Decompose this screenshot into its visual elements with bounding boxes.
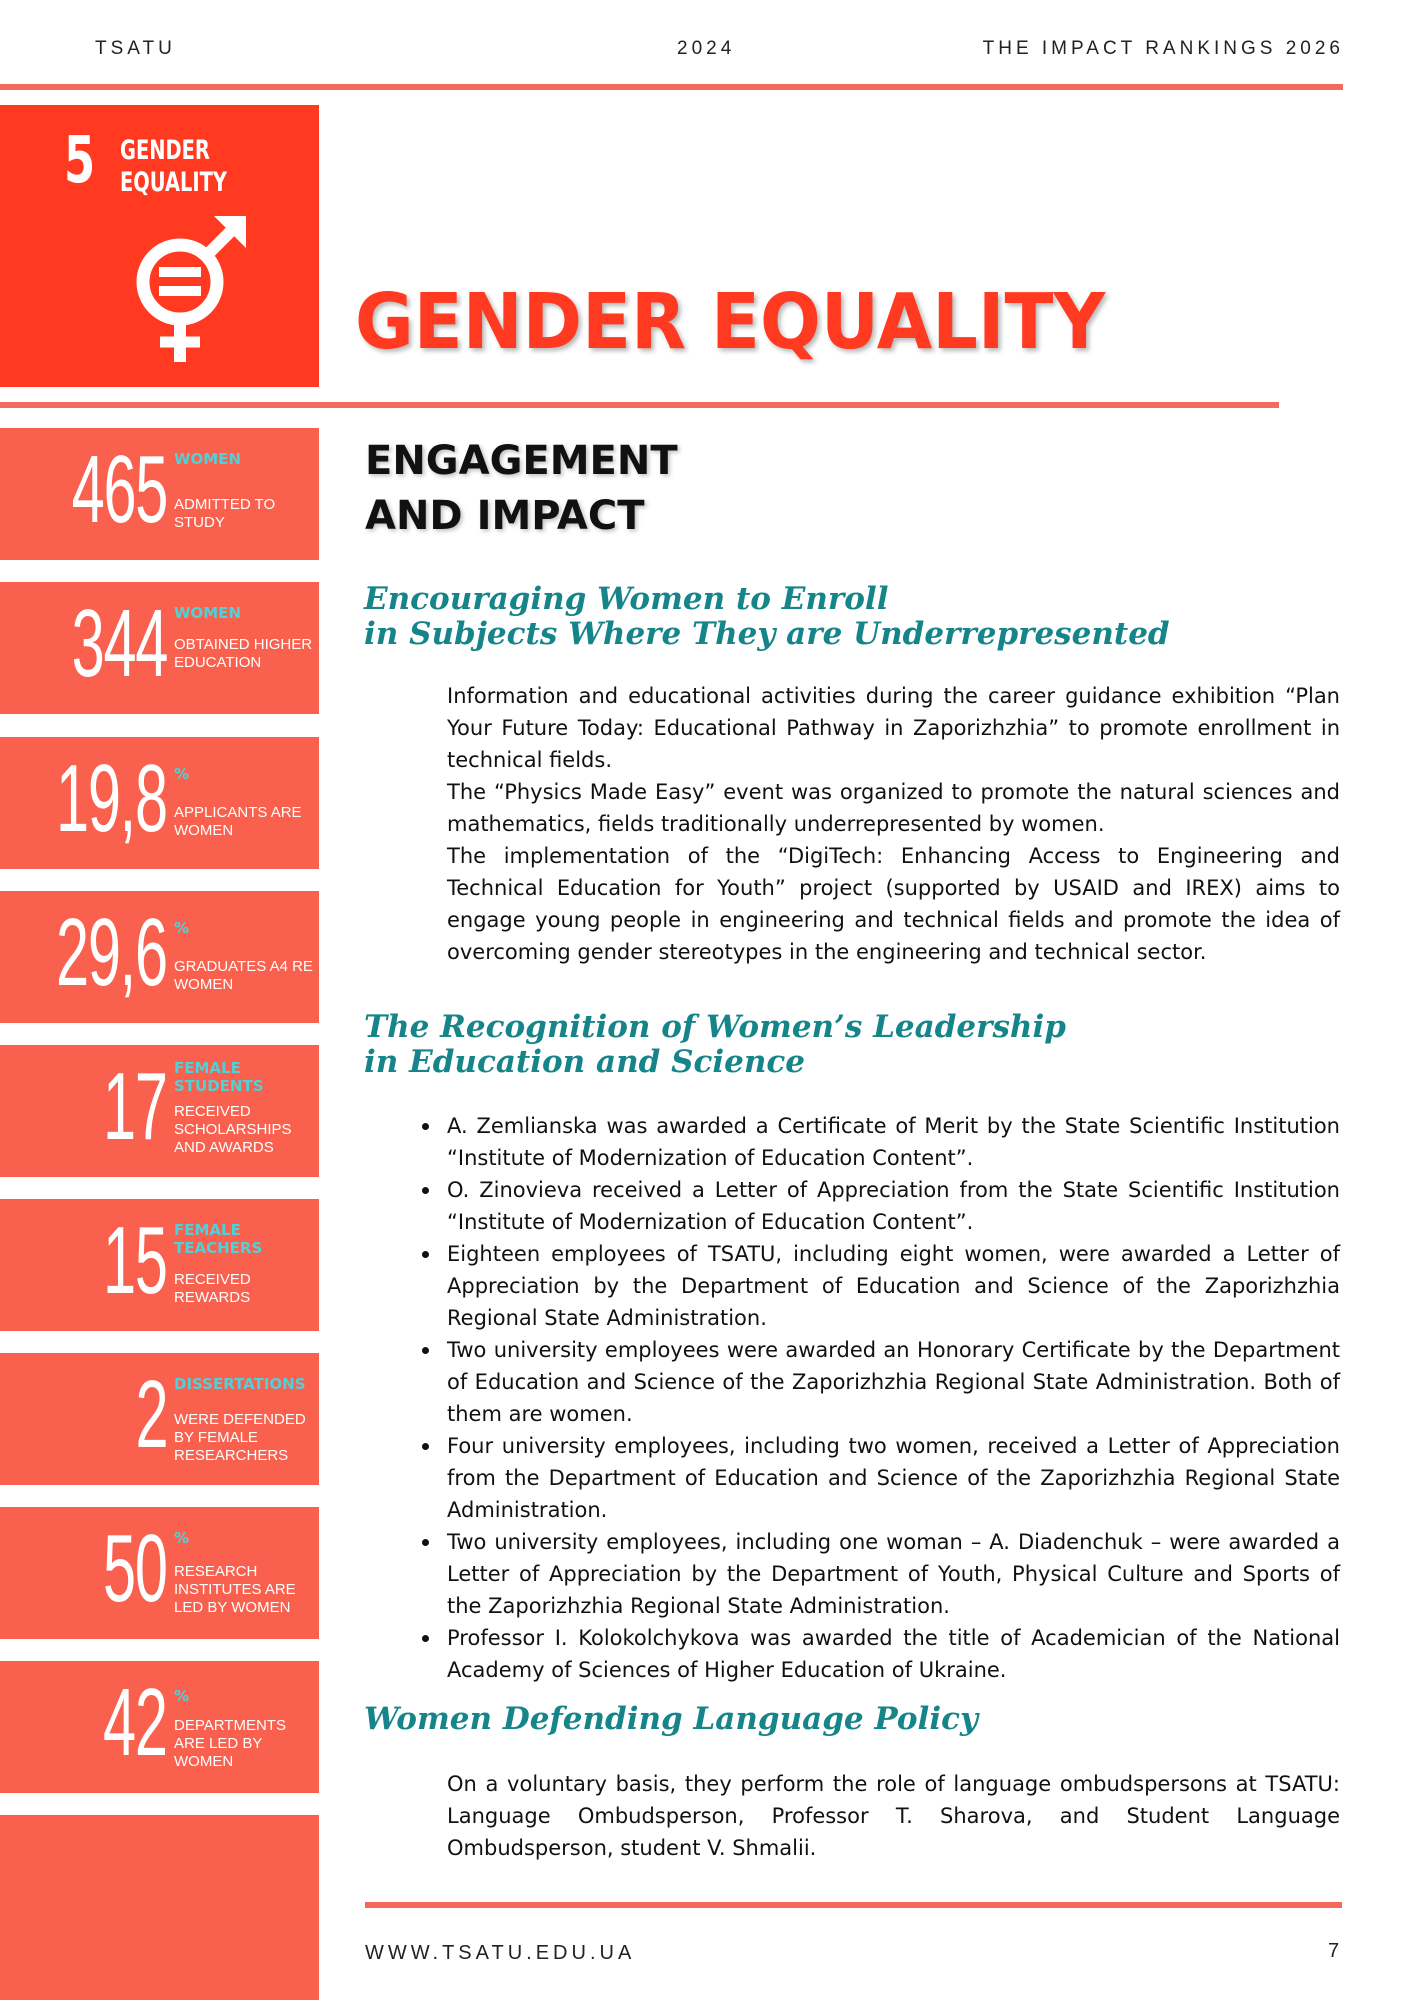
stat-value: 42	[103, 1669, 167, 1776]
stat-card	[0, 428, 319, 560]
sdg-number: 5	[64, 124, 96, 198]
list-item: O. Zinovieva received a Letter of Appreciation from the State Scientific Institution “Institute of Modernization of Education Content”.	[447, 1174, 1340, 1238]
heading-womens-leadership	[364, 1010, 1066, 1080]
page-number: 7	[1328, 1940, 1340, 1962]
stat-label: RECEIVED SCHOLARSHIPS AND AWARDS	[174, 1103, 292, 1156]
stat-label-accent: %	[174, 919, 190, 937]
title-divider	[0, 402, 1279, 408]
paragraph: The implementation of the “DigiTech: Enhancing Access to Engineering and Technical Education for Youth” project (supported by USAID and IREX) aims to engage young people in engineering and technical fields and promote the idea of overcoming gender stereotypes in the engineering and technical sector.	[447, 844, 1340, 964]
stat-label-accent: FEMALE STUDENTS	[174, 1059, 264, 1095]
stat-label-accent: DISSERTATIONS	[174, 1375, 306, 1393]
stat-value: 19,8	[56, 745, 167, 852]
section-title-line2: AND IMPACT	[365, 493, 645, 539]
stat-label: APPLICANTS ARE WOMEN	[174, 804, 302, 839]
sdg-label	[120, 135, 227, 199]
enroll-body	[447, 680, 1340, 968]
list-item: Four university employees, including two women, received a Letter of Appreciation from the Department of Education and Science of the Zaporizhzhia Regional State Administration.	[447, 1430, 1340, 1526]
stat-value: 50	[103, 1515, 167, 1622]
language-body	[447, 1768, 1340, 1864]
paragraph: On a voluntary basis, they perform the role of language ombudspersons at TSATU: Language Ombudsperson, Professor T. Sharova, and Student Language Ombudsperson, student V. Shmalii.	[447, 1772, 1340, 1860]
stat-label: RESEARCH INSTITUTES ARE LED BY WOMEN	[174, 1563, 296, 1616]
sdg-label-line1: GENDER	[120, 135, 210, 166]
stat-value: 344	[71, 590, 167, 697]
page-title: GENDER EQUALITY	[355, 278, 1106, 367]
stat-value: 29,6	[56, 899, 167, 1006]
header-year: 2024	[677, 38, 736, 59]
heading-line2: in Subjects Where They are Underrepresented	[364, 616, 1170, 652]
stat-value: 17	[103, 1053, 167, 1160]
sdg-5-tile	[0, 105, 319, 387]
heading-language-policy: Women Defending Language Policy	[364, 1701, 978, 1737]
list-item: A. Zemlianska was awarded a Certificate of Merit by the State Scientific Institution “Institute of Modernization of Education Content”.	[447, 1110, 1340, 1174]
footer-divider	[365, 1902, 1342, 1908]
stat-card	[0, 1661, 319, 1793]
stat-label: GRADUATES A4 RE WOMEN	[174, 958, 313, 993]
stat-label-accent: %	[174, 1687, 190, 1705]
section-title-line1: ENGAGEMENT	[365, 438, 678, 484]
heading-line2: in Education and Science	[364, 1044, 806, 1080]
stat-label-accent: WOMEN	[174, 450, 242, 468]
heading-line1: The Recognition of Women’s Leadership	[364, 1009, 1066, 1045]
header-org: TSATU	[95, 38, 176, 59]
heading-line1: Encouraging Women to Enroll	[364, 581, 889, 617]
paragraph: The “Physics Made Easy” event was organized to promote the natural sciences and mathematics, fields traditionally underrepresented by women.	[447, 780, 1340, 836]
sidebar-filler	[0, 1815, 319, 2000]
gender-equality-icon	[130, 212, 250, 372]
stat-card	[0, 737, 319, 869]
stat-card	[0, 891, 319, 1023]
header-report-title: THE IMPACT RANKINGS 2026	[982, 38, 1344, 59]
stat-label-accent: %	[174, 765, 190, 783]
paragraph: Information and educational activities during the career guidance exhibition “Plan Your Future Today: Educational Pathway in Zaporizhzhia” to promote enrollment in technical fields.	[447, 684, 1340, 772]
stat-card	[0, 1045, 319, 1177]
list-item: Professor I. Kolokolchykova was awarded the title of Academician of the National Academy of Sciences of Higher Education of Ukraine.	[447, 1622, 1340, 1686]
stat-card	[0, 1353, 319, 1485]
stat-label: RECEIVED REWARDS	[174, 1271, 251, 1306]
stat-value: 2	[135, 1361, 167, 1468]
leadership-list	[447, 1110, 1340, 1686]
stat-label-accent: FEMALE TEACHERS	[174, 1221, 263, 1257]
stat-label: ADMITTED TO STUDY	[174, 496, 276, 531]
stat-label: DEPARTMENTS ARE LED BY WOMEN	[174, 1717, 286, 1770]
list-item: Two university employees were awarded an Honorary Certificate by the Department of Education and Science of the Zaporizhzhia Regional State Administration. Both of them are women.	[447, 1334, 1340, 1430]
list-item: Two university employees, including one woman – A. Diadenchuk – were awarded a Letter of Appreciation by the Department of Youth, Physical Culture and Sports of the Zaporizhzhia Regional State Administration.	[447, 1526, 1340, 1622]
stat-label: WERE DEFENDED BY FEMALE RESEARCHERS	[174, 1411, 306, 1464]
heading-encouraging-women	[364, 582, 1170, 652]
footer-url[interactable]: WWW.TSATU.EDU.UA	[365, 1942, 636, 1964]
stat-value: 465	[71, 436, 167, 543]
section-title	[365, 434, 678, 544]
stat-label-accent: %	[174, 1529, 190, 1547]
stat-card	[0, 1507, 319, 1639]
stat-label: OBTAINED HIGHER EDUCATION	[174, 636, 313, 671]
stat-card	[0, 1199, 319, 1331]
sdg-label-line2: EQUALITY	[120, 167, 227, 198]
header-divider	[0, 84, 1343, 90]
stat-card	[0, 582, 319, 714]
list-item: Eighteen employees of TSATU, including eight women, were awarded a Letter of Appreciation by the Department of Education and Science of the Zaporizhzhia Regional State Administration.	[447, 1238, 1340, 1334]
stat-value: 15	[103, 1207, 167, 1314]
stat-label-accent: WOMEN	[174, 604, 242, 622]
